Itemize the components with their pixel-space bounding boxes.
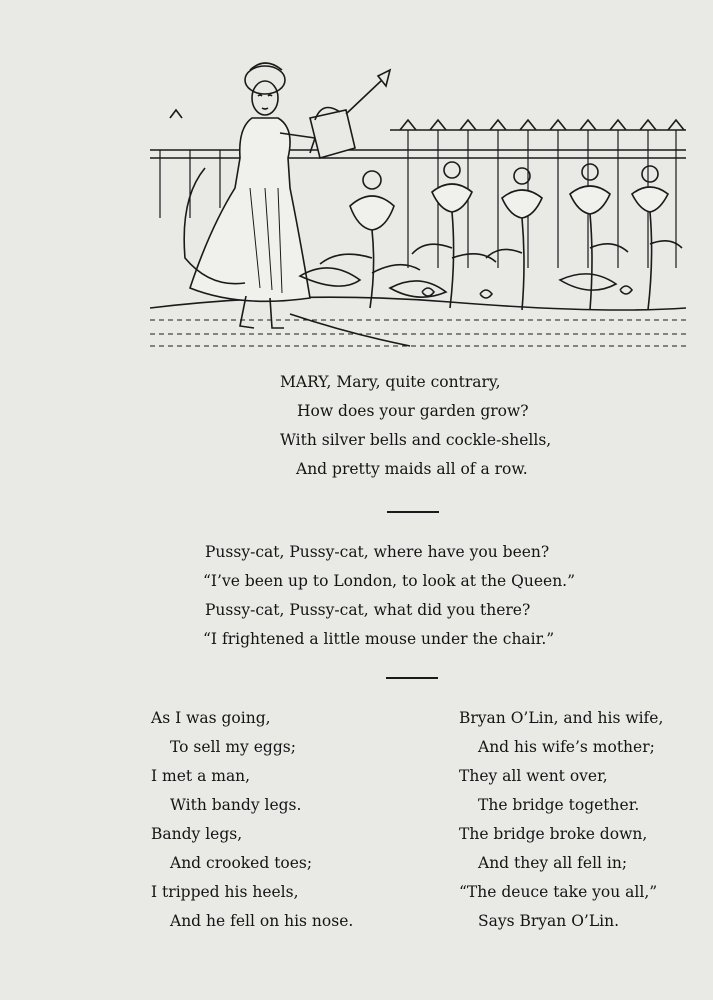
poem-line: They all went over, bbox=[459, 767, 608, 785]
poem-line: The bridge together. bbox=[478, 796, 640, 814]
poem-line: And they all fell in; bbox=[478, 854, 628, 872]
poem-line: Says Bryan O’Lin. bbox=[478, 912, 619, 930]
poem-line: MARY, Mary, quite contrary, bbox=[280, 373, 501, 391]
poem-bryan-olin bbox=[459, 704, 663, 936]
poem-line: With silver bells and cockle-shells, bbox=[280, 431, 552, 449]
poem-line: And crooked toes; bbox=[170, 854, 313, 872]
mary-watering-flower-maidens-illustration bbox=[150, 58, 686, 350]
poem-line: The bridge broke down, bbox=[459, 825, 648, 843]
poem-line: With bandy legs. bbox=[170, 796, 302, 814]
poem-line: How does your garden grow? bbox=[297, 402, 529, 420]
poem-line: “The deuce take you all,” bbox=[459, 883, 658, 901]
poem-line: As I was going, bbox=[151, 709, 271, 727]
poem-line: And pretty maids all of a row. bbox=[296, 460, 528, 478]
poem-line: I tripped his heels, bbox=[151, 883, 299, 901]
section-divider bbox=[387, 511, 439, 513]
poem-line: Pussy-cat, Pussy-cat, what did you there? bbox=[205, 601, 531, 619]
poem-mary-mary bbox=[280, 368, 551, 484]
poem-line: Pussy-cat, Pussy-cat, where have you been? bbox=[205, 543, 550, 561]
poem-line: Bryan O’Lin, and his wife, bbox=[459, 709, 664, 727]
mary-figure bbox=[184, 63, 315, 328]
poem-line: “I frightened a little mouse under the chair.” bbox=[203, 630, 555, 648]
poem-as-i-was-going bbox=[151, 704, 353, 936]
poem-line: “I’ve been up to London, to look at the Queen.” bbox=[203, 572, 576, 590]
poem-line: Bandy legs, bbox=[151, 825, 243, 843]
watering-can bbox=[310, 70, 390, 158]
poem-line: I met a man, bbox=[151, 767, 251, 785]
flower-maidens bbox=[300, 162, 682, 310]
poem-pussy-cat bbox=[205, 538, 575, 654]
section-divider bbox=[386, 677, 438, 679]
poem-line: To sell my eggs; bbox=[170, 738, 296, 756]
poem-line: And his wife’s mother; bbox=[478, 738, 655, 756]
poem-line: And he fell on his nose. bbox=[170, 912, 354, 930]
